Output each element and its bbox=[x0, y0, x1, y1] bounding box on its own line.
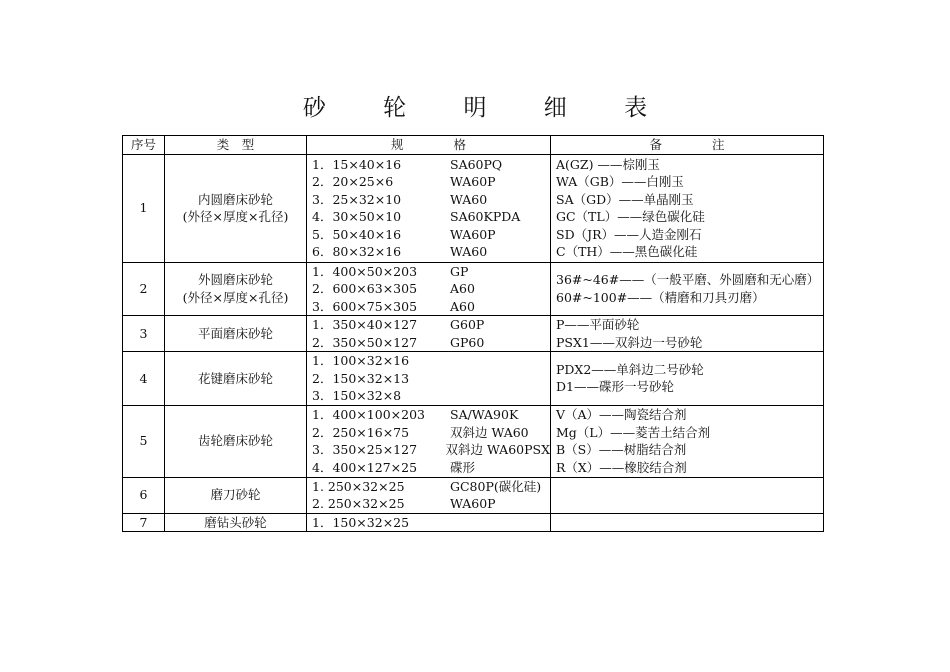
spec-line bbox=[312, 370, 550, 388]
header-seq: 序号 bbox=[123, 136, 165, 155]
spec-size: 1．400×50×203 bbox=[312, 263, 418, 279]
row-note bbox=[551, 352, 824, 406]
note-line: PDX2——单斜边二号砂轮 bbox=[556, 361, 704, 377]
row-note bbox=[551, 316, 824, 352]
type-line: 磨刀砂轮 bbox=[210, 487, 261, 503]
type-line: 磨钻头砂轮 bbox=[204, 514, 267, 530]
note-line: Mg（L）——菱苦土结合剂 bbox=[556, 424, 711, 440]
page-title: 砂 轮 明 细 表 bbox=[302, 95, 673, 121]
row-seq: 2 bbox=[123, 262, 165, 316]
spec-grade: A60 bbox=[450, 281, 475, 296]
spec-size: 1．15×40×16 bbox=[312, 156, 402, 172]
row-seq: 3 bbox=[123, 316, 165, 352]
type-line: 齿轮磨床砂轮 bbox=[197, 433, 273, 449]
row-note bbox=[551, 154, 824, 262]
spec-size: 3．150×32×8 bbox=[312, 388, 402, 403]
type-line: (外径×厚度×孔径) bbox=[182, 209, 289, 224]
spec-line bbox=[312, 334, 550, 352]
header-spec: 规 格 bbox=[307, 136, 551, 155]
spec-grade: GP60 bbox=[450, 334, 485, 350]
type-line: 外圆磨床砂轮 bbox=[197, 272, 273, 288]
spec-grade: 双斜边 WA60 bbox=[450, 424, 529, 440]
row-type bbox=[165, 513, 307, 532]
row-type bbox=[165, 405, 307, 477]
spec-line bbox=[312, 156, 550, 174]
spec-size: 2．150×32×13 bbox=[312, 370, 410, 386]
spec-line bbox=[312, 226, 550, 244]
spec-size: 2．350×50×127 bbox=[312, 334, 418, 350]
spec-size: 6．80×32×16 bbox=[312, 244, 402, 259]
spec-size: 1．400×100×203 bbox=[312, 407, 425, 422]
type-line: 内圆磨床砂轮 bbox=[197, 191, 273, 207]
table-row bbox=[123, 352, 824, 406]
header-note: 备 注 bbox=[551, 136, 824, 155]
spec-size: 3．350×25×127 bbox=[312, 442, 418, 457]
spec-grade: WA60P bbox=[450, 226, 496, 242]
table-row bbox=[123, 262, 824, 316]
spec-size: 2．20×25×6 bbox=[312, 174, 394, 189]
spec-line bbox=[312, 478, 550, 496]
spec-grade: WA60 bbox=[450, 244, 488, 259]
spec-line bbox=[312, 191, 550, 209]
spec-size: 5．50×40×16 bbox=[312, 226, 402, 242]
spec-grade: 碟形 bbox=[450, 459, 476, 475]
note-line: B（S）——树脂结合剂 bbox=[556, 442, 687, 457]
row-spec bbox=[307, 154, 551, 262]
row-seq: 1 bbox=[123, 154, 165, 262]
spec-line bbox=[312, 406, 550, 424]
spec-line bbox=[312, 441, 550, 459]
note-line: R（X）——橡胶结合剂 bbox=[556, 459, 687, 475]
spec-size: 4．30×50×10 bbox=[312, 209, 402, 224]
row-note bbox=[551, 405, 824, 477]
spec-line bbox=[312, 243, 550, 261]
row-spec bbox=[307, 405, 551, 477]
table-row bbox=[123, 513, 824, 532]
spec-line bbox=[312, 424, 550, 442]
spec-grade: WA60P bbox=[450, 496, 496, 511]
table-row bbox=[123, 316, 824, 352]
spec-line bbox=[312, 459, 550, 477]
spec-line bbox=[312, 316, 550, 334]
row-type bbox=[165, 352, 307, 406]
spec-grade: A60 bbox=[450, 298, 475, 314]
note-line: A(GZ) ——棕刚玉 bbox=[556, 156, 660, 172]
row-note bbox=[551, 513, 824, 532]
spec-grade: GC80P(碳化硅) bbox=[450, 478, 542, 494]
table-row bbox=[123, 477, 824, 513]
row-type bbox=[165, 262, 307, 316]
note-line: GC（TL）——绿色碳化硅 bbox=[556, 209, 705, 224]
spec-grade: SA60PQ bbox=[450, 156, 503, 172]
spec-size: 2. 250×32×25 bbox=[312, 496, 405, 511]
row-type bbox=[165, 316, 307, 352]
spec-line bbox=[312, 263, 550, 281]
header-row bbox=[123, 136, 824, 155]
header-type: 类 型 bbox=[165, 136, 307, 155]
note-line: SD（JR）——人造金刚石 bbox=[556, 226, 702, 242]
spec-line bbox=[312, 298, 550, 316]
spec-size: 1．350×40×127 bbox=[312, 317, 418, 332]
note-line: 36#~46#——（一般平磨、外圆磨和无心磨） bbox=[556, 272, 820, 288]
note-line: PSX1——双斜边一号砂轮 bbox=[556, 334, 703, 350]
note-line: WA（GB）——白刚玉 bbox=[556, 174, 684, 189]
spec-size: 1．100×32×16 bbox=[312, 353, 410, 368]
note-line: D1——碟形一号砂轮 bbox=[556, 379, 674, 395]
spec-line bbox=[312, 173, 550, 191]
spec-line bbox=[312, 387, 550, 405]
row-spec bbox=[307, 352, 551, 406]
row-seq: 4 bbox=[123, 352, 165, 406]
row-spec bbox=[307, 513, 551, 532]
spec-line bbox=[312, 208, 550, 226]
note-line: SA（GD）——单晶刚玉 bbox=[556, 191, 694, 207]
row-type bbox=[165, 154, 307, 262]
row-spec bbox=[307, 316, 551, 352]
spec-grade: SA60KPDA bbox=[450, 209, 521, 224]
row-spec bbox=[307, 262, 551, 316]
spec-size: 2．600×63×305 bbox=[312, 281, 418, 296]
table-row bbox=[123, 405, 824, 477]
row-note bbox=[551, 262, 824, 316]
spec-grade: G60P bbox=[450, 317, 485, 332]
spec-grade: SA/WA90K bbox=[450, 407, 519, 422]
note-line: C（TH）——黑色碳化硅 bbox=[556, 244, 698, 259]
spec-size: 1．150×32×25 bbox=[312, 514, 410, 530]
spec-line bbox=[312, 514, 550, 532]
type-line: (外径×厚度×孔径) bbox=[182, 289, 289, 305]
spec-line bbox=[312, 352, 550, 370]
note-line: 60#~100#——（精磨和刀具刃磨） bbox=[556, 289, 765, 305]
spec-size: 3．600×75×305 bbox=[312, 298, 418, 314]
spec-line bbox=[312, 495, 550, 513]
row-note bbox=[551, 477, 824, 513]
spec-grade: WA60P bbox=[450, 174, 496, 189]
spec-size: 1. 250×32×25 bbox=[312, 478, 405, 494]
spec-grade: GP bbox=[450, 263, 469, 279]
spec-grade: 双斜边 WA60PSX bbox=[445, 442, 550, 457]
note-line: P——平面砂轮 bbox=[556, 317, 640, 332]
spec-line bbox=[312, 280, 550, 298]
type-line: 平面磨床砂轮 bbox=[197, 325, 273, 341]
spec-size: 2．250×16×75 bbox=[312, 424, 410, 440]
spec-grade: WA60 bbox=[450, 191, 488, 207]
grinding-wheel-table bbox=[122, 135, 824, 532]
note-line: V（A）——陶瓷结合剂 bbox=[556, 407, 687, 422]
table-row bbox=[123, 154, 824, 262]
row-spec bbox=[307, 477, 551, 513]
row-type bbox=[165, 477, 307, 513]
row-seq: 6 bbox=[123, 477, 165, 513]
spec-size: 3．25×32×10 bbox=[312, 191, 402, 207]
spec-size: 4．400×127×25 bbox=[312, 459, 418, 475]
row-seq: 7 bbox=[123, 513, 165, 532]
row-seq: 5 bbox=[123, 405, 165, 477]
type-line: 花键磨床砂轮 bbox=[197, 370, 273, 386]
